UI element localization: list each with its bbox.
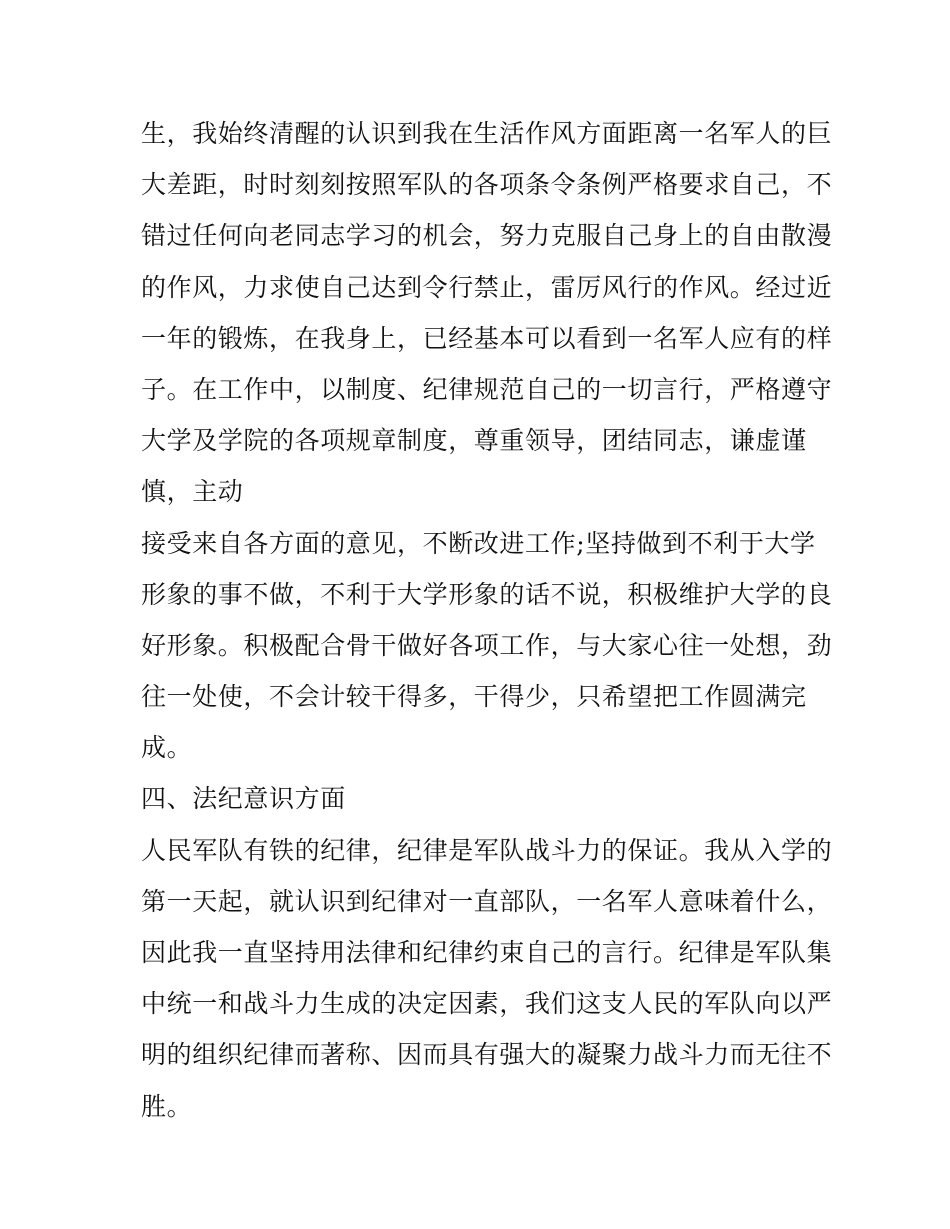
section-heading: 四、法纪意识方面 <box>141 784 346 814</box>
text-line: 的作风，力求使自己达到令行禁止，雷厉风行的作风。经过近 <box>141 272 833 302</box>
text-line: 中统一和战斗力生成的决定因素，我们这支人民的军队向以严 <box>141 989 833 1019</box>
text-line: 好形象。积极配合骨干做好各项工作，与大家心往一处想，劲 <box>141 630 833 660</box>
text-line: 错过任何向老同志学习的机会，努力克服自己身上的自由散漫 <box>141 221 833 251</box>
text-line: 往一处使，不会计较干得多，干得少，只希望把工作圆满完 <box>141 682 807 712</box>
text-line: 第一天起，就认识到纪律对一直部队，一名军人意味着什么， <box>141 886 833 916</box>
text-line: 人民军队有铁的纪律，纪律是军队战斗力的保证。我从入学的 <box>141 835 833 865</box>
text-line: 大差距，时时刻刻按照军队的各项条令条例严格要求自己，不 <box>141 170 833 200</box>
body-text <box>141 108 841 1132</box>
text-line: 成。 <box>141 733 193 763</box>
text-line: 接受来自各方面的意见，不断改进工作;坚持做到不利于大学 <box>141 528 816 558</box>
text-line: 形象的事不做，不利于大学形象的话不说，积极维护大学的良 <box>141 579 833 609</box>
text-line: 生，我始终清醒的认识到我在生活作风方面距离一名军人的巨 <box>141 119 833 148</box>
text-line: 子。在工作中，以制度、纪律规范自己的一切言行，严格遵守 <box>141 374 833 404</box>
text-line: 胜。 <box>141 1091 193 1121</box>
text-line: 大学及学院的各项规章制度，尊重领导，团结同志，谦虚谨 <box>141 426 807 456</box>
text-line: 明的组织纪律而著称、因而具有强大的凝聚力战斗力而无往不 <box>141 1040 833 1070</box>
text-line: 慎，主动 <box>141 477 244 507</box>
text-line: 因此我一直坚持用法律和纪律约束自己的言行。纪律是军队集 <box>141 938 833 967</box>
text-line: 一年的锻炼，在我身上，已经基本可以看到一名军人应有的样 <box>141 323 833 353</box>
